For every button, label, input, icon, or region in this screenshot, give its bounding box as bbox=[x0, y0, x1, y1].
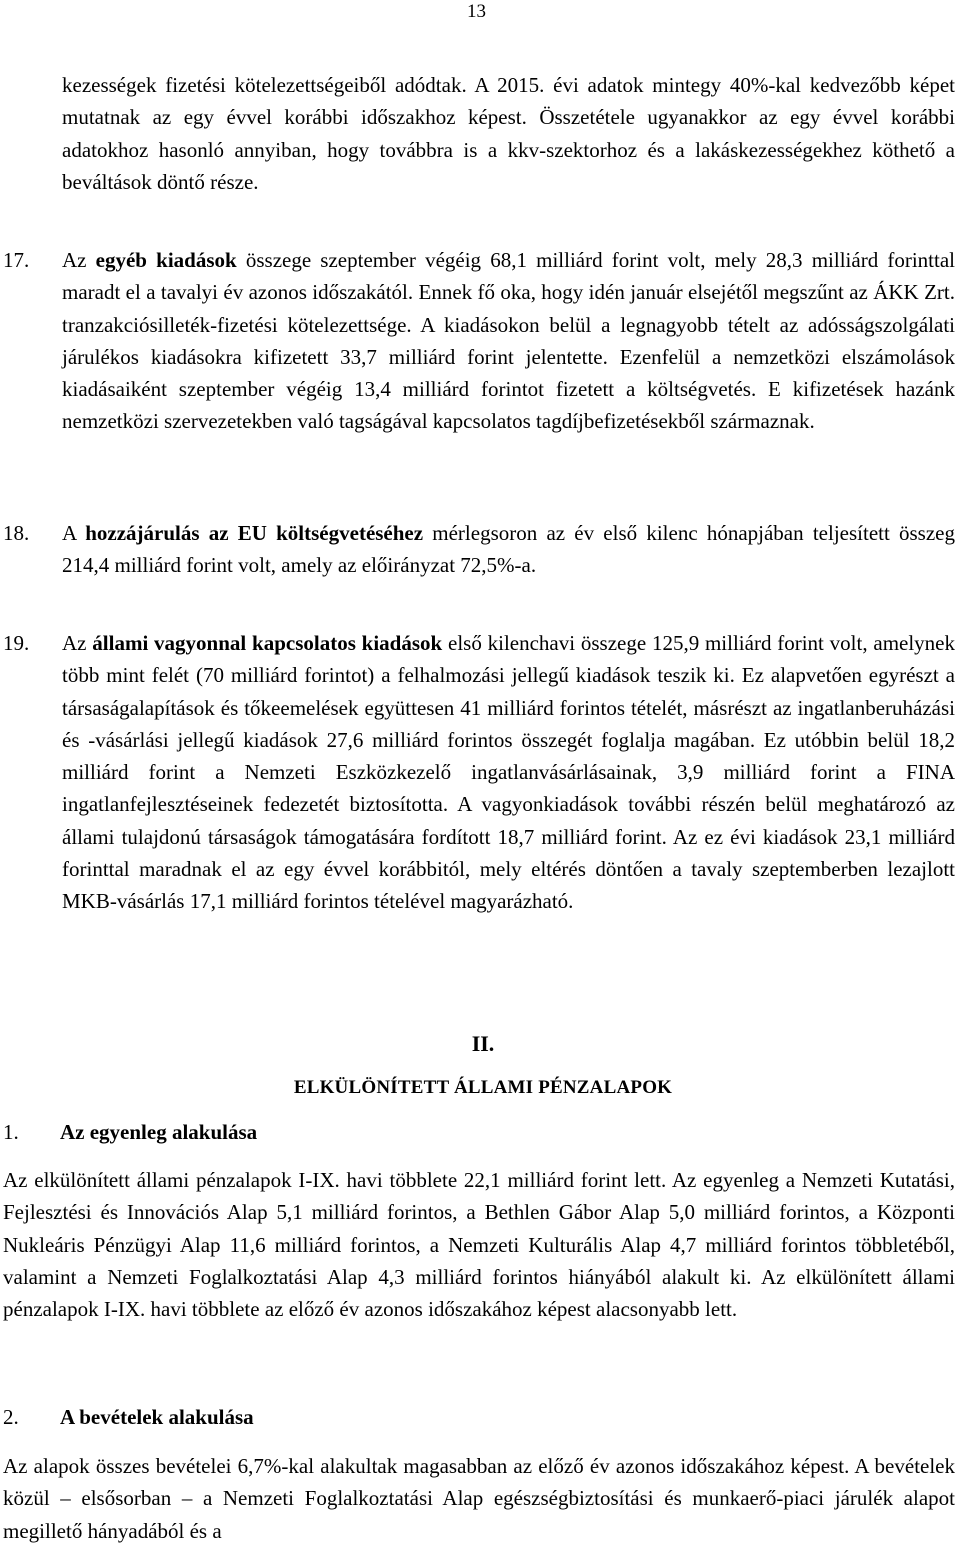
section-title: ELKÜLÖNÍTETT ÁLLAMI PÉNZALAPOK bbox=[293, 1077, 673, 1098]
intro-paragraph: kezességek fizetési kötelezettségeiből adódtak. A 2015. évi adatok mintegy 40%-kal kedvezőbb képet mutatnak az egy évvel korábbi időszakhoz képest. Összetétele ugyanakkor az egy évvel korábbi adatokhoz hasonló annyiban, hogy továbbra is a kkv-szektorhoz és a lakáskezességekhez köthető a beváltások döntő része. bbox=[62, 73, 955, 194]
item-18-pre: A bbox=[62, 521, 86, 545]
item-19-post: első kilenchavi összege 125,9 milliárd forint volt, amelynek több mint felét (70 milliárd forintot) a felhalmozási jellegű kiadások teszik ki. Ez alapvetően egyrészt a társaságalapítások és tőkeemelések együttesen 41 milliárd forintos tételét, másrészt az ingatlanberuházási és -vásárlási jellegű kiadások 27,6 milliárd forintos összegét foglalja magában. Ez utóbbin belül 18,2 milliárd forint a Nemzeti Eszközkezelő ingatlanvásárlásainak, 3,9 milliárd forint a FINA ingatlanfejlesztéseinek fedezetét biztosította. A vagyonkiadások további részén belül meghatározó az állami tulajdonú társaságok támogatására fordított 18,7 milliárd forint. Az ez évi kiadások 23,1 milliárd forinttal maradnak el az egy évvel korábbitól, mely eltérés döntően a tavaly szeptemberben lezajlott MKB-vásárlás 17,1 milliárd forintos tételével magyarázható. bbox=[62, 631, 956, 914]
subsection-1-number: 1. bbox=[3, 1120, 19, 1144]
item-18-text bbox=[62, 517, 955, 582]
item-19-bold: állami vagyonnal kapcsolatos kiadások bbox=[92, 631, 443, 655]
subsection-1-title: Az egyenleg alakulása bbox=[60, 1120, 258, 1144]
subsection-2-title: A bevételek alakulása bbox=[60, 1405, 254, 1429]
subsection-2-text: Az alapok összes bevételei 6,7%-kal alakultak magasabban az előző év azonos időszakához képest. A bevételek közül – elsősorban – a Nemzeti Foglalkoztatási Alap egészségbiztosítási és munkaerő-piaci járulék alapot megillető hányadából és a bbox=[3, 1454, 955, 1543]
page-number: 13 bbox=[467, 1, 486, 22]
item-17-post: összege szeptember végéig 68,1 milliárd forint volt, mely 28,3 milliárd forinttal maradt el a tavalyi év azonos időszakától. Ennek fő oka, hogy idén január elsejétől megszűnt az ÁKK Zrt. tranzakciósilleték-fizetési kötelezettsége. A kiadásokon belül a legnagyobb tételt az adósságszolgálati járulékos kiadásokra kifizetett 33,7 milliárd forint jelentette. Ezenfelül a nemzetközi elszámolások kiadásaiként szeptember végéig 13,4 milliárd forintot fizetett a költségvetés. E kifizetések hazánk nemzetközi szervezetekben való tagságával kapcsolatos tagdíjbefizetésekből származnak. bbox=[62, 248, 955, 434]
subsection-2-number: 2. bbox=[3, 1405, 19, 1429]
subsection-2-heading bbox=[3, 1405, 254, 1430]
item-17-bold: egyéb kiadások bbox=[95, 248, 237, 272]
item-18-post: mérlegsoron az év első kilenc hónapjában teljesített összeg 214,4 milliárd forint volt, amely az előirányzat 72,5%-a. bbox=[62, 521, 955, 578]
subsection-1-text: Az elkülönített állami pénzalapok I-IX. havi többlete 22,1 milliárd forint lett. Az egyenleg a Nemzeti Kutatási, Fejlesztési és Innovációs Alap 5,1 milliárd forintos, a Bethlen Gábor Alap 5,0 milliárd forintos, a Központi Nukleáris Pénzügyi Alap 11,6 milliárd forintos, a Nemzeti Kulturális Alap 4,7 milliárd forintos többletéből, valamint a Nemzeti Foglalkoztatási Alap 4,3 milliárd forintos hiányából alakult ki. Az elkülönített állami pénzalapok I-IX. havi többlete az előző év azonos időszakához képest alacsonyabb lett. bbox=[3, 1168, 955, 1322]
section-roman-numeral: II. bbox=[471, 1031, 495, 1056]
item-18-number: 18. bbox=[3, 521, 30, 545]
item-17-text bbox=[62, 244, 955, 438]
item-19-number: 19. bbox=[3, 631, 30, 655]
item-19-pre: Az bbox=[62, 631, 93, 655]
subsection-1-heading bbox=[3, 1120, 257, 1145]
item-18-bold: hozzájárulás az EU költségvetéséhez bbox=[85, 521, 424, 545]
item-19-text bbox=[62, 627, 955, 918]
item-17-number: 17. bbox=[3, 248, 30, 272]
item-17-pre: Az bbox=[62, 248, 96, 272]
